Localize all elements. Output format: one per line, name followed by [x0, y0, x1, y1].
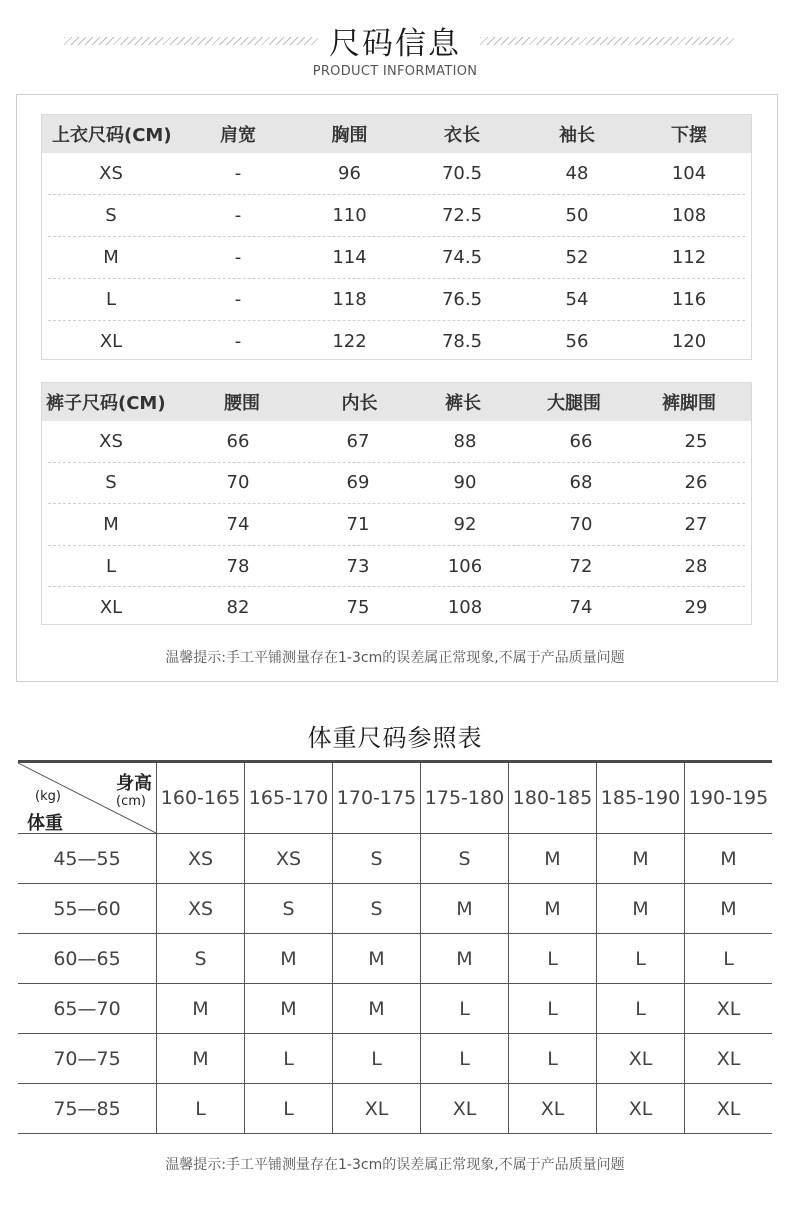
value-cell: 120	[671, 331, 707, 352]
size-cell: XS	[245, 834, 333, 884]
table-row	[48, 504, 745, 546]
table-row	[48, 421, 745, 463]
value-cell: 54	[565, 289, 589, 310]
size-cell: M	[421, 934, 509, 984]
weight-range-cell: 55—60	[18, 884, 157, 934]
size-cell: S	[421, 834, 509, 884]
weight-range-cell: 45—55	[18, 834, 157, 884]
value-cell: 73	[346, 555, 370, 577]
size-cell: M	[245, 934, 333, 984]
table-row	[48, 195, 745, 237]
value-cell: 116	[671, 289, 707, 310]
table-row	[48, 587, 745, 628]
table-row	[18, 984, 772, 1034]
value-cell: 50	[565, 205, 589, 226]
header-cell: 下摆	[671, 125, 707, 146]
size-cell: L	[509, 984, 597, 1034]
measurement-note-bottom: 温馨提示:手工平铺测量存在1-3cm的误差属正常现象,不属于产品质量问题	[165, 1157, 625, 1173]
weight-range-cell: 65—70	[18, 984, 157, 1034]
size-cell: S	[157, 934, 245, 984]
size-cell: XL	[333, 1084, 421, 1134]
value-cell: 74	[569, 597, 593, 619]
value-cell: 70	[226, 472, 250, 494]
size-cell: M	[157, 984, 245, 1034]
top-size-table	[41, 114, 752, 360]
table-row	[18, 834, 772, 884]
size-cell: L	[245, 1084, 333, 1134]
value-cell: 25	[684, 430, 708, 452]
value-cell: -	[234, 205, 242, 226]
table-row	[48, 279, 745, 321]
header-cell: 上衣尺码(CM)	[52, 125, 172, 146]
height-range-cell: 175-180	[421, 762, 509, 834]
size-cell: M	[103, 247, 119, 268]
height-range-cell: 180-185	[509, 762, 597, 834]
header-cell: 袖长	[559, 125, 595, 146]
size-cell: XL	[685, 1034, 773, 1084]
size-cell: S	[105, 472, 117, 494]
value-cell: 70	[569, 513, 593, 535]
table-header	[42, 383, 751, 421]
section-header	[0, 0, 790, 90]
size-cell: L	[245, 1034, 333, 1084]
value-cell: 71	[346, 513, 370, 535]
value-cell: 118	[332, 289, 367, 310]
size-cell: XL	[685, 984, 773, 1034]
size-cell: L	[597, 934, 685, 984]
size-cell: XS	[157, 884, 245, 934]
page-subtitle: PRODUCT INFORMATION	[312, 64, 478, 79]
value-cell: 110	[332, 205, 367, 226]
header-cell: 胸围	[331, 125, 368, 146]
value-cell: 56	[565, 331, 589, 352]
value-cell: 76.5	[441, 289, 483, 310]
value-cell: 74.5	[441, 247, 483, 268]
size-cell: S	[245, 884, 333, 934]
value-cell: 67	[346, 430, 370, 452]
value-cell: 74	[226, 513, 250, 535]
table-body	[42, 421, 751, 628]
height-range-cell: 170-175	[333, 762, 421, 834]
size-cell: M	[103, 513, 119, 535]
table-row	[18, 884, 772, 934]
size-cell: M	[421, 884, 509, 934]
table-row	[48, 237, 745, 279]
measurement-note: 温馨提示:手工平铺测量存在1-3cm的误差属正常现象,不属于产品质量问题	[165, 650, 625, 666]
height-range-cell: 190-195	[685, 762, 773, 834]
height-unit: (cm)	[116, 794, 146, 809]
value-cell: 29	[684, 597, 708, 619]
size-cell: XS	[99, 430, 123, 452]
size-cell: XL	[597, 1084, 685, 1134]
value-cell: 28	[684, 555, 708, 577]
header-cell: 肩宽	[220, 125, 256, 146]
table-row	[18, 1034, 772, 1084]
size-cell: L	[421, 984, 509, 1034]
height-range-cell: 165-170	[245, 762, 333, 834]
value-cell: 78	[226, 555, 250, 577]
value-cell: -	[234, 163, 242, 184]
value-cell: 122	[332, 331, 367, 352]
header-cell: 裤脚围	[662, 393, 716, 414]
size-cell: L	[157, 1084, 245, 1134]
size-cell: L	[685, 934, 773, 984]
table-header	[18, 762, 772, 834]
size-cell: M	[597, 834, 685, 884]
weight-range-cell: 75—85	[18, 1084, 157, 1134]
size-cell: M	[685, 834, 773, 884]
value-cell: -	[234, 331, 242, 352]
height-range-cell: 185-190	[597, 762, 685, 834]
value-cell: 26	[684, 472, 708, 494]
value-cell: 52	[565, 247, 589, 268]
pants-size-table	[41, 382, 752, 625]
size-cell: L	[509, 934, 597, 984]
height-label: 身高	[116, 773, 152, 794]
size-cell: L	[105, 289, 117, 310]
size-cell: L	[105, 555, 117, 577]
value-cell: 88	[453, 430, 477, 452]
size-cell: XS	[157, 834, 245, 884]
value-cell: 92	[453, 513, 477, 535]
table-row	[18, 1084, 772, 1134]
value-cell: 66	[226, 430, 250, 452]
table-row	[18, 934, 772, 984]
value-cell: 69	[346, 472, 370, 494]
size-cell: XL	[421, 1084, 509, 1134]
value-cell: 72	[569, 555, 593, 577]
size-cell: L	[333, 1034, 421, 1084]
size-cell: M	[509, 884, 597, 934]
value-cell: 48	[565, 163, 589, 184]
corner-cell	[18, 762, 157, 834]
value-cell: 70.5	[441, 163, 483, 184]
value-cell: 78.5	[441, 331, 483, 352]
weight-range-cell: 70—75	[18, 1034, 157, 1084]
table-header	[42, 115, 751, 153]
value-cell: 106	[447, 555, 483, 577]
value-cell: 108	[671, 205, 707, 226]
size-cell: S	[333, 884, 421, 934]
height-range-cell: 160-165	[157, 762, 245, 834]
weight-unit: (kg)	[35, 789, 61, 804]
value-cell: 66	[569, 430, 593, 452]
value-cell: 108	[447, 597, 483, 619]
header-cell: 腰围	[224, 393, 260, 414]
table-row	[48, 153, 745, 195]
size-cell: XL	[509, 1084, 597, 1134]
table-row	[48, 321, 745, 362]
page-title: 尺码信息	[329, 26, 461, 62]
size-cell: L	[421, 1034, 509, 1084]
value-cell: 72.5	[441, 205, 483, 226]
size-cell: XL	[99, 597, 123, 619]
size-cell: M	[157, 1034, 245, 1084]
table-row	[48, 463, 745, 505]
table-row	[48, 546, 745, 588]
size-cell: M	[685, 884, 773, 934]
header-cell: 大腿围	[547, 393, 601, 414]
size-cell: S	[333, 834, 421, 884]
weight-range-cell: 60—65	[18, 934, 157, 984]
value-cell: 75	[346, 597, 370, 619]
value-cell: 27	[684, 513, 708, 535]
value-cell: -	[234, 289, 242, 310]
value-cell: 114	[332, 247, 367, 268]
value-cell: 82	[226, 597, 250, 619]
size-cell: S	[105, 205, 117, 226]
size-cell: M	[597, 884, 685, 934]
size-cell: L	[597, 984, 685, 1034]
header-cell: 裤长	[445, 393, 481, 414]
weight-table-title: 体重尺码参照表	[307, 724, 483, 752]
table-body	[42, 153, 751, 362]
size-cell: XS	[99, 163, 123, 184]
size-cell: XL	[685, 1084, 773, 1134]
size-cell: L	[509, 1034, 597, 1084]
value-cell: 96	[338, 163, 361, 184]
header-cell: 内长	[341, 393, 378, 414]
value-cell: 68	[569, 472, 593, 494]
header-cell: 衣长	[444, 125, 480, 146]
weight-label: 体重	[27, 813, 63, 834]
size-cell: M	[245, 984, 333, 1034]
header-cell: 裤子尺码(CM)	[46, 393, 166, 414]
value-cell: 112	[671, 247, 707, 268]
size-cell: M	[333, 984, 421, 1034]
size-cell: M	[333, 934, 421, 984]
size-cell: M	[509, 834, 597, 884]
size-cell: XL	[597, 1034, 685, 1084]
value-cell: 90	[453, 472, 477, 494]
weight-size-table	[18, 760, 772, 1134]
size-cell: XL	[99, 331, 123, 352]
value-cell: -	[234, 247, 242, 268]
value-cell: 104	[671, 163, 707, 184]
